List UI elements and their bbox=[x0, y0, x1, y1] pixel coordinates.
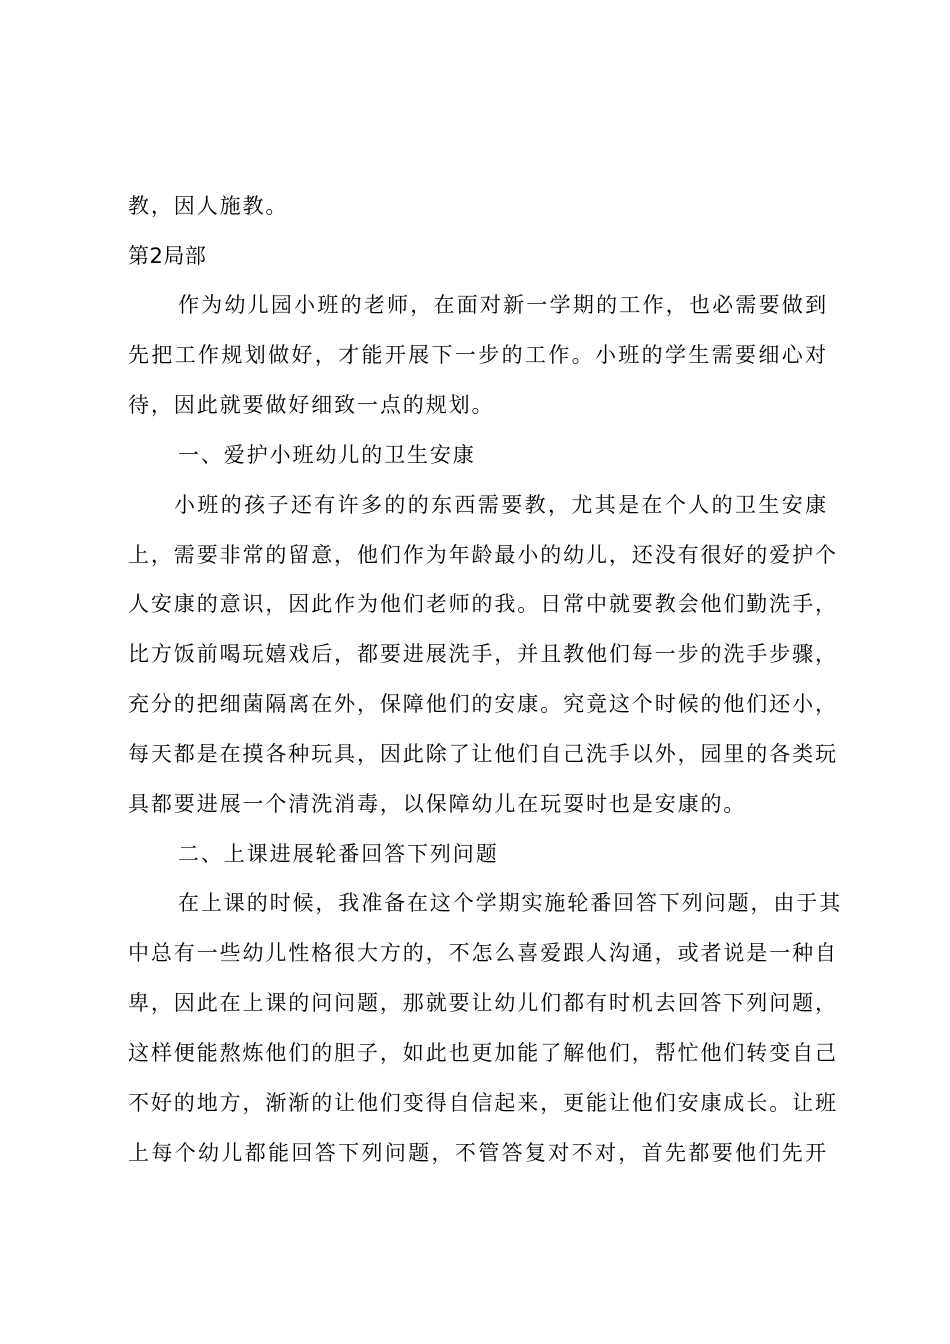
paragraph-line-12: 每天都是在摸各种玩具，因此除了让他们自己洗手以外，园里的各类玩 bbox=[128, 742, 838, 766]
section-heading-two: 二、上课进展轮番回答下列问题 bbox=[178, 842, 499, 866]
paragraph-line-15: 在上课的时候，我准备在这个学期实施轮番回答下列问题，由于其 bbox=[178, 891, 843, 915]
paragraph-line-16: 中总有一些幼儿性格很大方的，不怎么喜爱跟人沟通，或者说是一种自 bbox=[128, 941, 838, 965]
paragraph-line-1: 教，因人施教。 bbox=[128, 194, 289, 218]
paragraph-line-19: 不好的地方，渐渐的让他们变得自信起来，更能让他们安康成长。让班 bbox=[128, 1091, 838, 1115]
paragraph-line-13: 具都要进展一个清洗消毒，以保障幼儿在玩耍时也是安康的。 bbox=[128, 792, 747, 816]
section-heading-one: 一、爱护小班幼儿的卫生安康 bbox=[178, 443, 476, 467]
paragraph-line-4: 先把工作规划做好，才能开展下一步的工作。小班的学生需要细心对 bbox=[128, 343, 828, 367]
paragraph-line-10: 比方饭前喝玩嬉戏后，都要进展洗手，并且教他们每一步的洗手步骤， bbox=[128, 642, 838, 666]
section-heading-part-2: 第2局部 bbox=[128, 244, 207, 268]
paragraph-line-11: 充分的把细菌隔离在外，保障他们的安康。究竟这个时候的他们还小， bbox=[128, 692, 838, 716]
paragraph-line-18: 这样便能熬炼他们的胆子，如此也更加能了解他们，帮忙他们转变自己 bbox=[128, 1041, 838, 1065]
paragraph-line-17: 卑，因此在上课的问问题，那就要让幼儿们都有时机去回答下列问题， bbox=[128, 991, 838, 1015]
paragraph-line-20: 上每个幼儿都能回答下列问题，不管答复对不对，首先都要他们先开 bbox=[128, 1141, 828, 1165]
paragraph-line-3: 作为幼儿园小班的老师，在面对新一学期的工作，也必需要做到 bbox=[178, 293, 828, 317]
paragraph-line-9: 人安康的意识，因此作为他们老师的我。日常中就要教会他们勤洗手， bbox=[128, 592, 838, 616]
paragraph-line-8: 上，需要非常的留意，他们作为年龄最小的幼儿，还没有很好的爱护个 bbox=[128, 543, 838, 567]
paragraph-line-7: 小班的孩子还有许多的的东西需要教，尤其是在个人的卫生安康 bbox=[174, 493, 828, 517]
paragraph-line-5: 待，因此就要做好细致一点的规划。 bbox=[128, 393, 495, 417]
